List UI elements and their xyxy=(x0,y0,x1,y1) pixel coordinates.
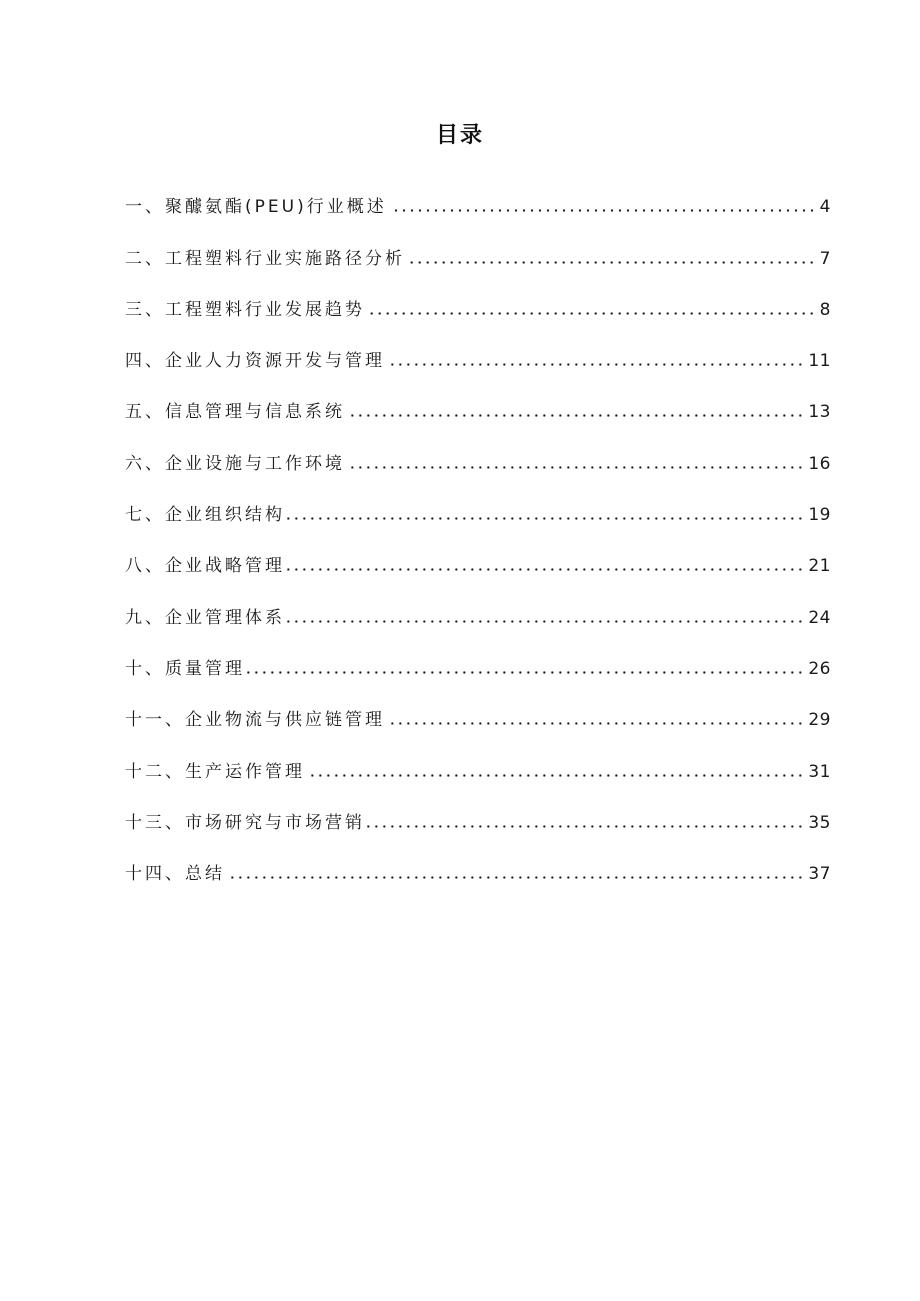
dot-leader xyxy=(407,261,816,264)
dot-leader xyxy=(287,568,804,571)
toc-list xyxy=(125,178,831,896)
toc-entry-label: 九、企业管理体系 xyxy=(125,607,285,628)
toc-entry-page: 16 xyxy=(808,453,831,474)
dot-leader xyxy=(287,620,804,623)
toc-entry-label: 五、信息管理与信息系统 xyxy=(125,402,345,423)
dot-leader xyxy=(387,363,804,366)
toc-entry-12[interactable] xyxy=(125,742,831,793)
toc-entry-label: 四、企业人力资源开发与管理 xyxy=(125,351,385,372)
toc-entry-5[interactable] xyxy=(125,383,831,434)
toc-entry-1[interactable] xyxy=(125,178,831,229)
toc-entry-page: 4 xyxy=(819,197,831,218)
toc-entry-label: 七、企业组织结构 xyxy=(125,505,285,526)
toc-entry-page: 21 xyxy=(808,556,831,577)
toc-entry-page: 26 xyxy=(808,658,831,679)
dot-leader xyxy=(227,876,804,879)
toc-entry-label: 十四、总结 xyxy=(125,864,225,885)
toc-entry-4[interactable] xyxy=(125,332,831,383)
toc-entry-page: 29 xyxy=(808,710,831,731)
toc-entry-page: 7 xyxy=(819,248,831,269)
toc-entry-page: 13 xyxy=(808,402,831,423)
toc-entry-2[interactable] xyxy=(125,229,831,280)
toc-entry-page: 31 xyxy=(808,761,831,782)
toc-entry-page: 35 xyxy=(808,812,831,833)
toc-entry-page: 37 xyxy=(808,864,831,885)
toc-entry-label: 三、工程塑料行业发展趋势 xyxy=(125,299,365,320)
toc-title: 目录 xyxy=(435,123,484,148)
dot-leader xyxy=(367,825,804,828)
dot-leader xyxy=(347,414,804,417)
toc-entry-8[interactable] xyxy=(125,537,831,588)
toc-entry-11[interactable] xyxy=(125,691,831,742)
toc-entry-3[interactable] xyxy=(125,281,831,332)
toc-entry-label: 十三、市场研究与市场营销 xyxy=(125,812,365,833)
toc-entry-label: 十二、生产运作管理 xyxy=(125,761,305,782)
dot-leader xyxy=(389,209,816,212)
dot-leader xyxy=(247,671,804,674)
toc-entry-label: 十一、企业物流与供应链管理 xyxy=(125,710,385,731)
dot-leader xyxy=(367,312,816,315)
toc-entry-label: 一、聚醵氨酯(PEU)行业概述 xyxy=(125,197,387,218)
toc-entry-13[interactable] xyxy=(125,794,831,845)
toc-entry-label: 六、企业设施与工作环境 xyxy=(125,453,345,474)
toc-entry-label: 十、质量管理 xyxy=(125,658,245,679)
toc-entry-7[interactable] xyxy=(125,486,831,537)
toc-entry-9[interactable] xyxy=(125,588,831,639)
toc-entry-10[interactable] xyxy=(125,640,831,691)
toc-entry-6[interactable] xyxy=(125,434,831,485)
dot-leader xyxy=(307,774,804,777)
toc-entry-label: 八、企业战略管理 xyxy=(125,556,285,577)
toc-entry-page: 24 xyxy=(808,607,831,628)
toc-entry-label: 二、工程塑料行业实施路径分析 xyxy=(125,248,405,269)
dot-leader xyxy=(347,466,804,469)
dot-leader xyxy=(287,517,804,520)
toc-entry-14[interactable] xyxy=(125,845,831,896)
dot-leader xyxy=(387,722,804,725)
toc-entry-page: 11 xyxy=(808,351,831,372)
toc-entry-page: 19 xyxy=(808,505,831,526)
toc-entry-page: 8 xyxy=(819,299,831,320)
